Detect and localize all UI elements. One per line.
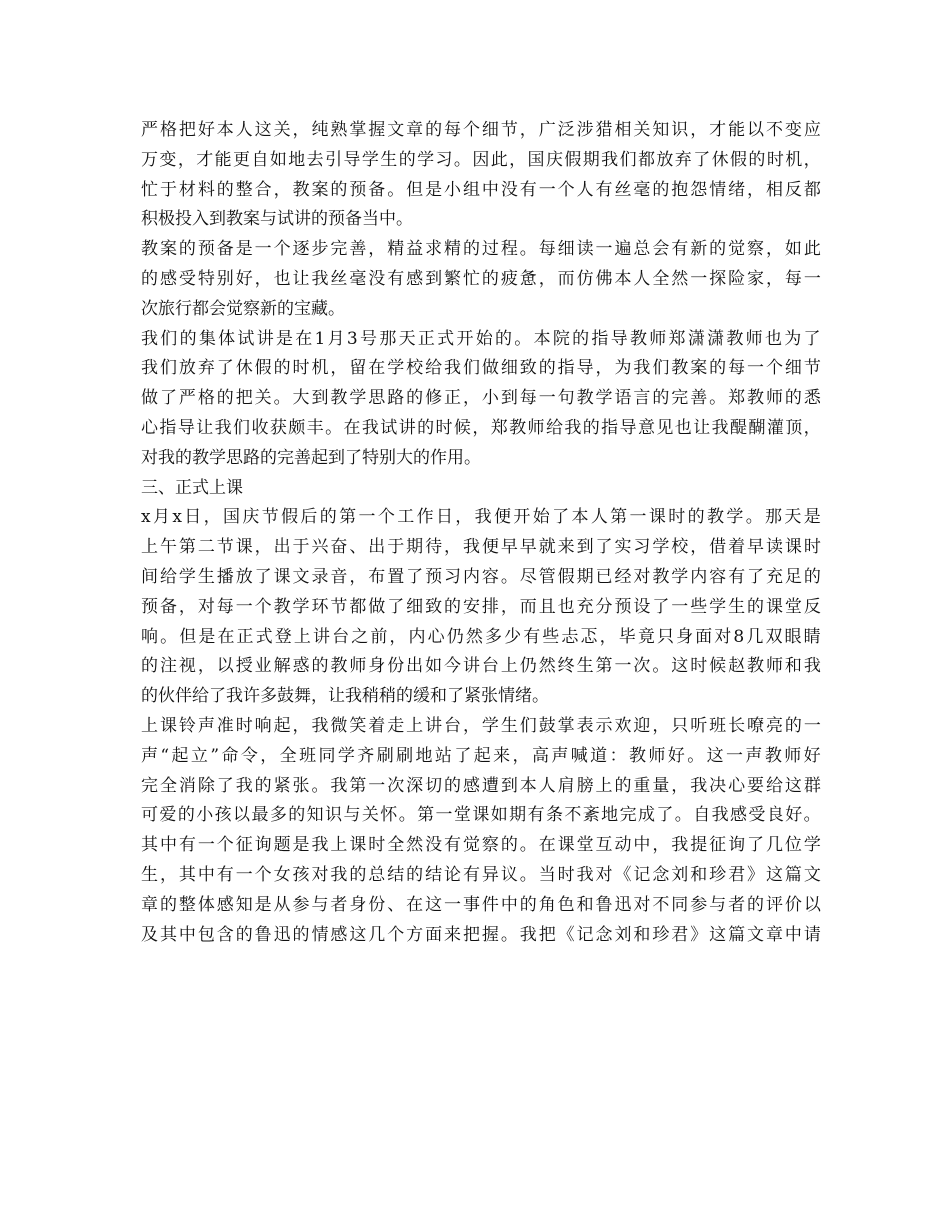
- document-body: [141, 116, 821, 950]
- text-line: 生 ， 其 中 有 一 个 女 孩 对 我 的 总 结 的 结 论 有 异 议 。 当 时 我 对 《 记 念 刘 和 珍 君 》 这 篇 文: [141, 864, 821, 885]
- section-heading: 三、正式上课: [141, 477, 243, 498]
- text-line: 及 其 中 包 含 的 鲁 迅 的 情 感 这 几 个 方 面 来 把 握 。 我 把 《 记 念 刘 和 珍 君 》 这 篇 文 章 中 请: [141, 924, 821, 945]
- text-line: 心 指 导 让 我 们 收 获 颇 丰 。 在 我 试 讲 的 时 候 ， 郑 教 师 给 我 的 指 导 意 见 也 让 我 醍 醐 灌 顶 ，: [141, 417, 821, 438]
- text-line: 上 午 第 二 节 课 ， 出 于 兴 奋 、 出 于 期 待 ， 我 便 早 早 就 来 到 了 实 习 学 校 ， 借 着 早 读 课 时: [141, 537, 821, 558]
- text-line: 万 变 ， 才 能 更 自 如 地 去 引 导 学 生 的 学 习 。 因 此 ， 国 庆 假 期 我 们 都 放 弃 了 休 假 的 时 机 ，: [141, 149, 821, 170]
- text-line: 忙 于 材 料 的 整 合 ， 教 案 的 预 备 。 但 是 小 组 中 没 有 一 个 人 有 丝 毫 的 抱 怨 情 绪 ， 相 反 都: [141, 179, 821, 200]
- text-line: 次旅行都会觉察新的宝藏。: [141, 298, 345, 319]
- text-line: 上 课 铃 声 准 时 响 起 ， 我 微 笑 着 走 上 讲 台 ， 学 生 们 鼓 掌 表 示 欢 迎 ， 只 听 班 长 嘹 亮 的 一: [141, 715, 821, 736]
- text-line: 预 备 ， 对 每 一 个 教 学 环 节 都 做 了 细 致 的 安 排 ， 而 且 也 充 分 预 设 了 一 些 学 生 的 课 堂 反: [141, 596, 821, 617]
- text-line: 我 们 放 弃 了 休 假 的 时 机 ， 留 在 学 校 给 我 们 做 细 致 的 指 导 ， 为 我 们 教 案 的 每 一 个 细 节: [141, 358, 821, 379]
- text-line: 可 爱 的 小 孩 以 最 多 的 知 识 与 关 怀 。 第 一 堂 课 如 期 有 条 不 紊 地 完 成 了 。 自 我 感 受 良 好 。: [141, 805, 821, 826]
- text-line: 对我的教学思路的完善起到了特别大的作用。: [141, 447, 481, 468]
- text-line: 严 格 把 好 本 人 这 关 ， 纯 熟 掌 握 文 章 的 每 个 细 节 ， 广 泛 涉 猎 相 关 知 识 ， 才 能 以 不 变 应: [141, 120, 821, 140]
- text-line: 响 。 但 是 在 正 式 登 上 讲 台 之 前 ， 内 心 仍 然 多 少 有 些 忐 忑 ， 毕 竟 只 身 面 对 8 几 双 眼 睛: [141, 626, 821, 647]
- text-line: 教 案 的 预 备 是 一 个 逐 步 完 善 ， 精 益 求 精 的 过 程 。 每 细 读 一 遍 总 会 有 新 的 觉 察 ， 如 此: [141, 239, 821, 260]
- text-line: 我 们 的 集 体 试 讲 是 在 1 月 3 号 那 天 正 式 开 始 的 。 本 院 的 指 导 教 师 郑 潇 潇 教 师 也 为 了: [141, 328, 821, 349]
- text-line: 完 全 消 除 了 我 的 紧 张 。 我 第 一 次 深 切 的 感 遭 到 本 人 肩 膀 上 的 重 量 ， 我 决 心 要 给 这 群: [141, 775, 821, 796]
- text-line: 的 感 受 特 别 好 ， 也 让 我 丝 毫 没 有 感 到 繁 忙 的 疲 惫 ， 而 仿 佛 本 人 全 然 一 探 险 家 ， 每 一: [141, 268, 821, 289]
- text-line: 声 “ 起 立 ” 命 令 ， 全 班 同 学 齐 刷 刷 地 站 了 起 来 ， 高 声 喊 道 ： 教 师 好 。 这 一 声 教 师 好: [141, 745, 821, 766]
- text-line: 间 给 学 生 播 放 了 课 文 录 音 ， 布 置 了 预 习 内 容 。 尽 管 假 期 已 经 对 教 学 内 容 有 了 充 足 的: [141, 566, 821, 587]
- text-line: 章 的 整 体 感 知 是 从 参 与 者 身 份 、 在 这 一 事 件 中 的 角 色 和 鲁 迅 对 不 同 参 与 者 的 评 价 以: [141, 894, 821, 915]
- text-line: 积极投入到教案与试讲的预备当中。: [141, 209, 413, 230]
- text-line: 的伙伴给了我许多鼓舞，让我稍稍的缓和了紧张情绪。: [141, 686, 549, 707]
- text-line: 其 中 有 一 个 征 询 题 是 我 上 课 时 全 然 没 有 觉 察 的 。 在 课 堂 互 动 中 ， 我 提 征 询 了 几 位 学: [141, 835, 821, 856]
- text-line: 的 注 视 ， 以 授 业 解 惑 的 教 师 身 份 出 如 今 讲 台 上 仍 然 终 生 第 一 次 。 这 时 候 赵 教 师 和 我: [141, 656, 821, 677]
- text-line: 做 了 严 格 的 把 关 。 大 到 教 学 思 路 的 修 正 ， 小 到 每 一 句 教 学 语 言 的 完 善 。 郑 教 师 的 悉: [141, 388, 821, 409]
- text-line: x 月 x 日 ， 国 庆 节 假 后 的 第 一 个 工 作 日 ， 我 便 开 始 了 本 人 第 一 课 时 的 教 学 。 那 天 是: [141, 507, 821, 528]
